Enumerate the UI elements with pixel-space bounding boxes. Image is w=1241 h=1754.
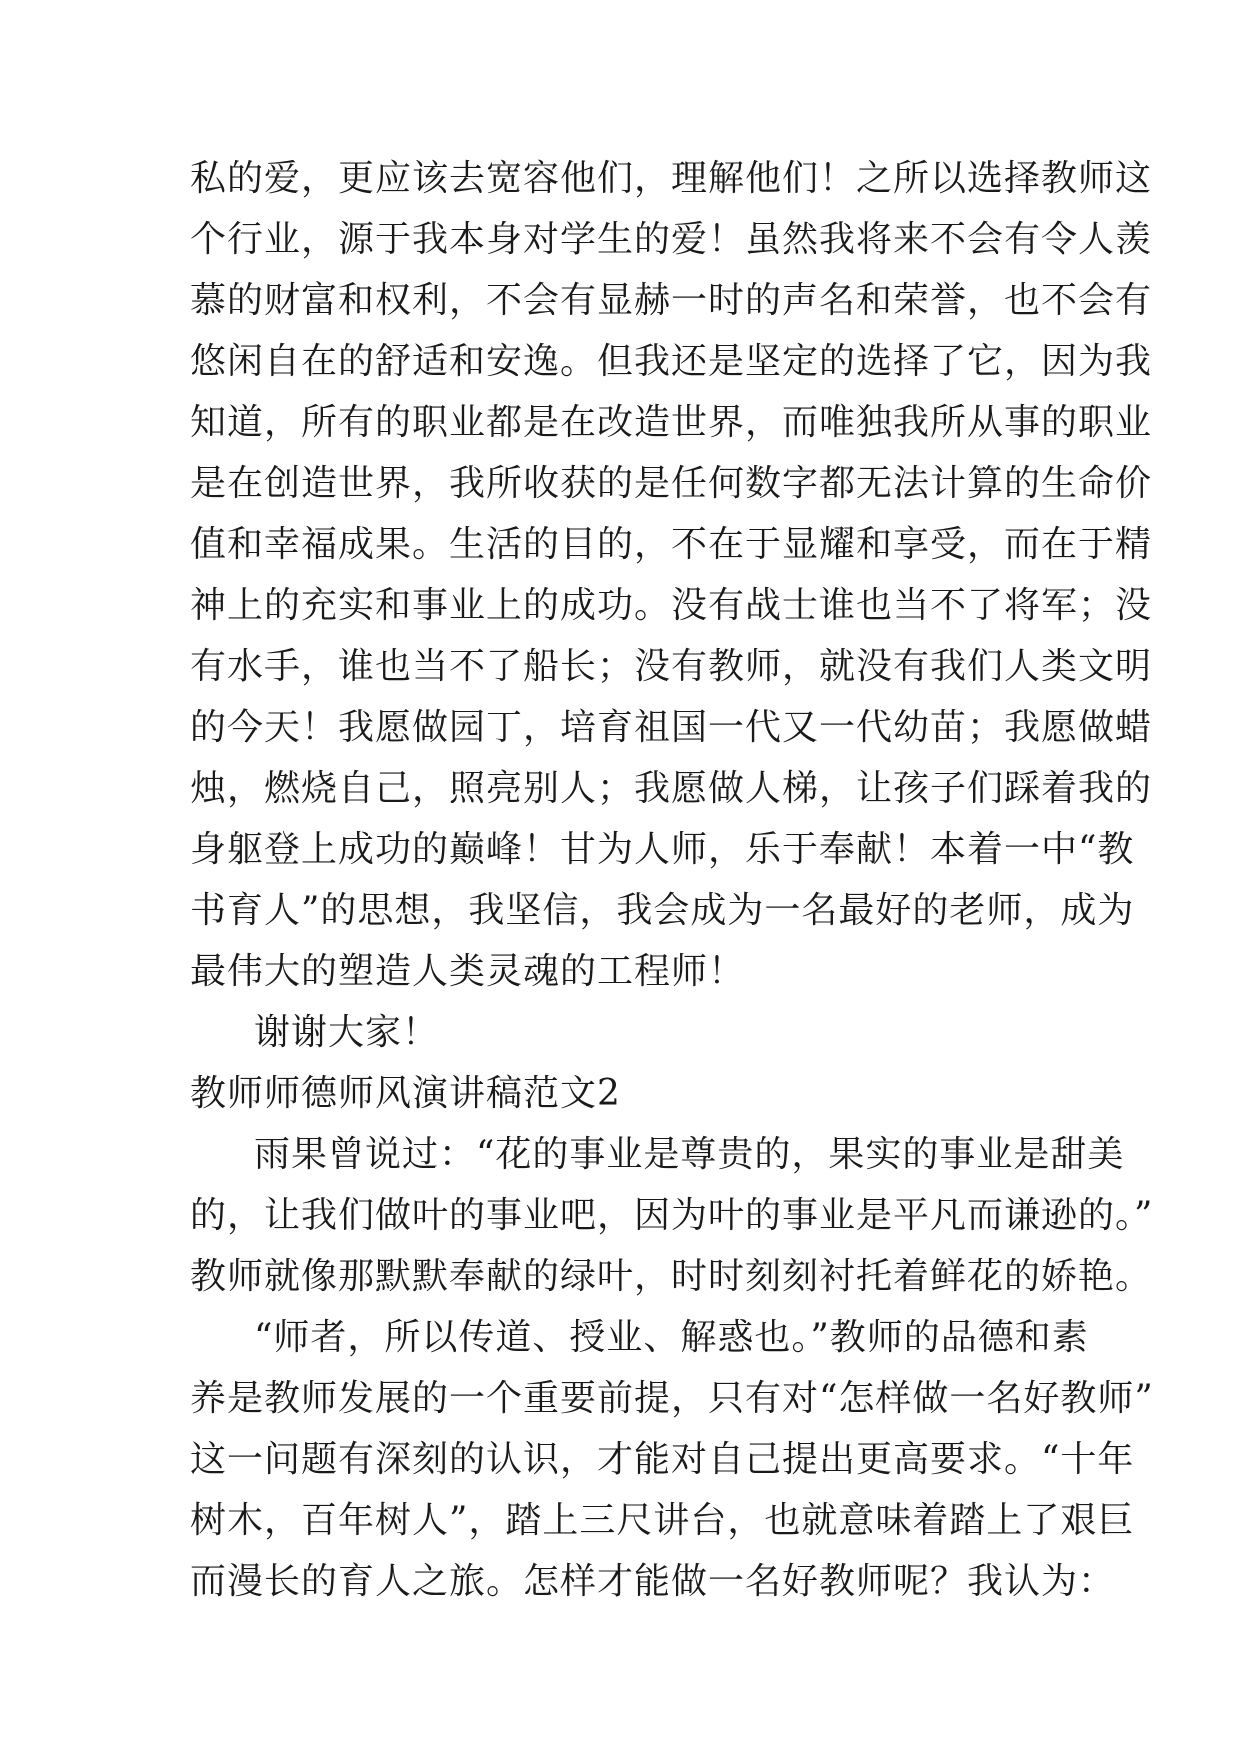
text-line: 私的爱，更应该去宽容他们，理解他们！之所以选择教师这 — [190, 158, 1153, 199]
text-line: 有水手，谁也当不了船长；没有教师，就没有我们人类文明 — [190, 646, 1153, 687]
text-line: 身躯登上成功的巅峰！甘为人师，乐于奉献！本着一中“教 — [190, 829, 1135, 870]
text-line: 悠闲自在的舒适和安逸。但我还是坚定的选择了它，因为我 — [190, 341, 1153, 382]
text-line: 烛，燃烧自己，照亮别人；我愿做人梯，让孩子们踩着我的 — [190, 768, 1153, 809]
text-line: 这一问题有深刻的认识，才能对自己提出更高要求。“十年 — [190, 1439, 1135, 1480]
text-line: 值和幸福成果。生活的目的，不在于显耀和享受，而在于精 — [190, 524, 1153, 565]
section-heading: 教师师德师风演讲稿范文2 — [190, 1073, 621, 1114]
text-line: 书育人”的思想，我坚信，我会成为一名最好的老师，成为 — [190, 890, 1135, 931]
text-line: 最伟大的塑造人类灵魂的工程师！ — [190, 951, 746, 992]
text-line: 养是教师发展的一个重要前提，只有对“怎样做一名好教师” — [190, 1378, 1154, 1419]
text-line: 个行业，源于我本身对学生的爱！虽然我将来不会有令人羡 — [190, 219, 1153, 260]
text-line: 的，让我们做叶的事业吧，因为叶的事业是平凡而谦逊的。” — [190, 1195, 1154, 1236]
text-line: 的今天！我愿做园丁，培育祖国一代又一代幼苗；我愿做蜡 — [190, 707, 1153, 748]
text-line: 是在创造世界，我所收获的是任何数字都无法计算的生命价 — [190, 463, 1153, 504]
text-line: 知道，所有的职业都是在改造世界，而唯独我所从事的职业 — [190, 402, 1153, 443]
text-line: 教师就像那默默奉献的绿叶，时时刻刻衬托着鲜花的娇艳。 — [190, 1256, 1153, 1297]
text-line: 树木，百年树人”，踏上三尺讲台，也就意味着踏上了艰巨 — [190, 1500, 1135, 1541]
paragraph-first-line: “师者，所以传道、授业、解惑也。”教师的品德和素 — [254, 1317, 1089, 1358]
paragraph-first-line: 雨果曾说过：“花的事业是尊贵的，果实的事业是甜美 — [254, 1134, 1125, 1175]
text-line: 而漫长的育人之旅。怎样才能做一名好教师呢？我认为： — [190, 1561, 1116, 1602]
text-line: 神上的充实和事业上的成功。没有战士谁也当不了将军；没 — [190, 585, 1153, 626]
text-line: 慕的财富和权利，不会有显赫一时的声名和荣誉，也不会有 — [190, 280, 1153, 321]
closing-line: 谢谢大家！ — [254, 1012, 440, 1053]
